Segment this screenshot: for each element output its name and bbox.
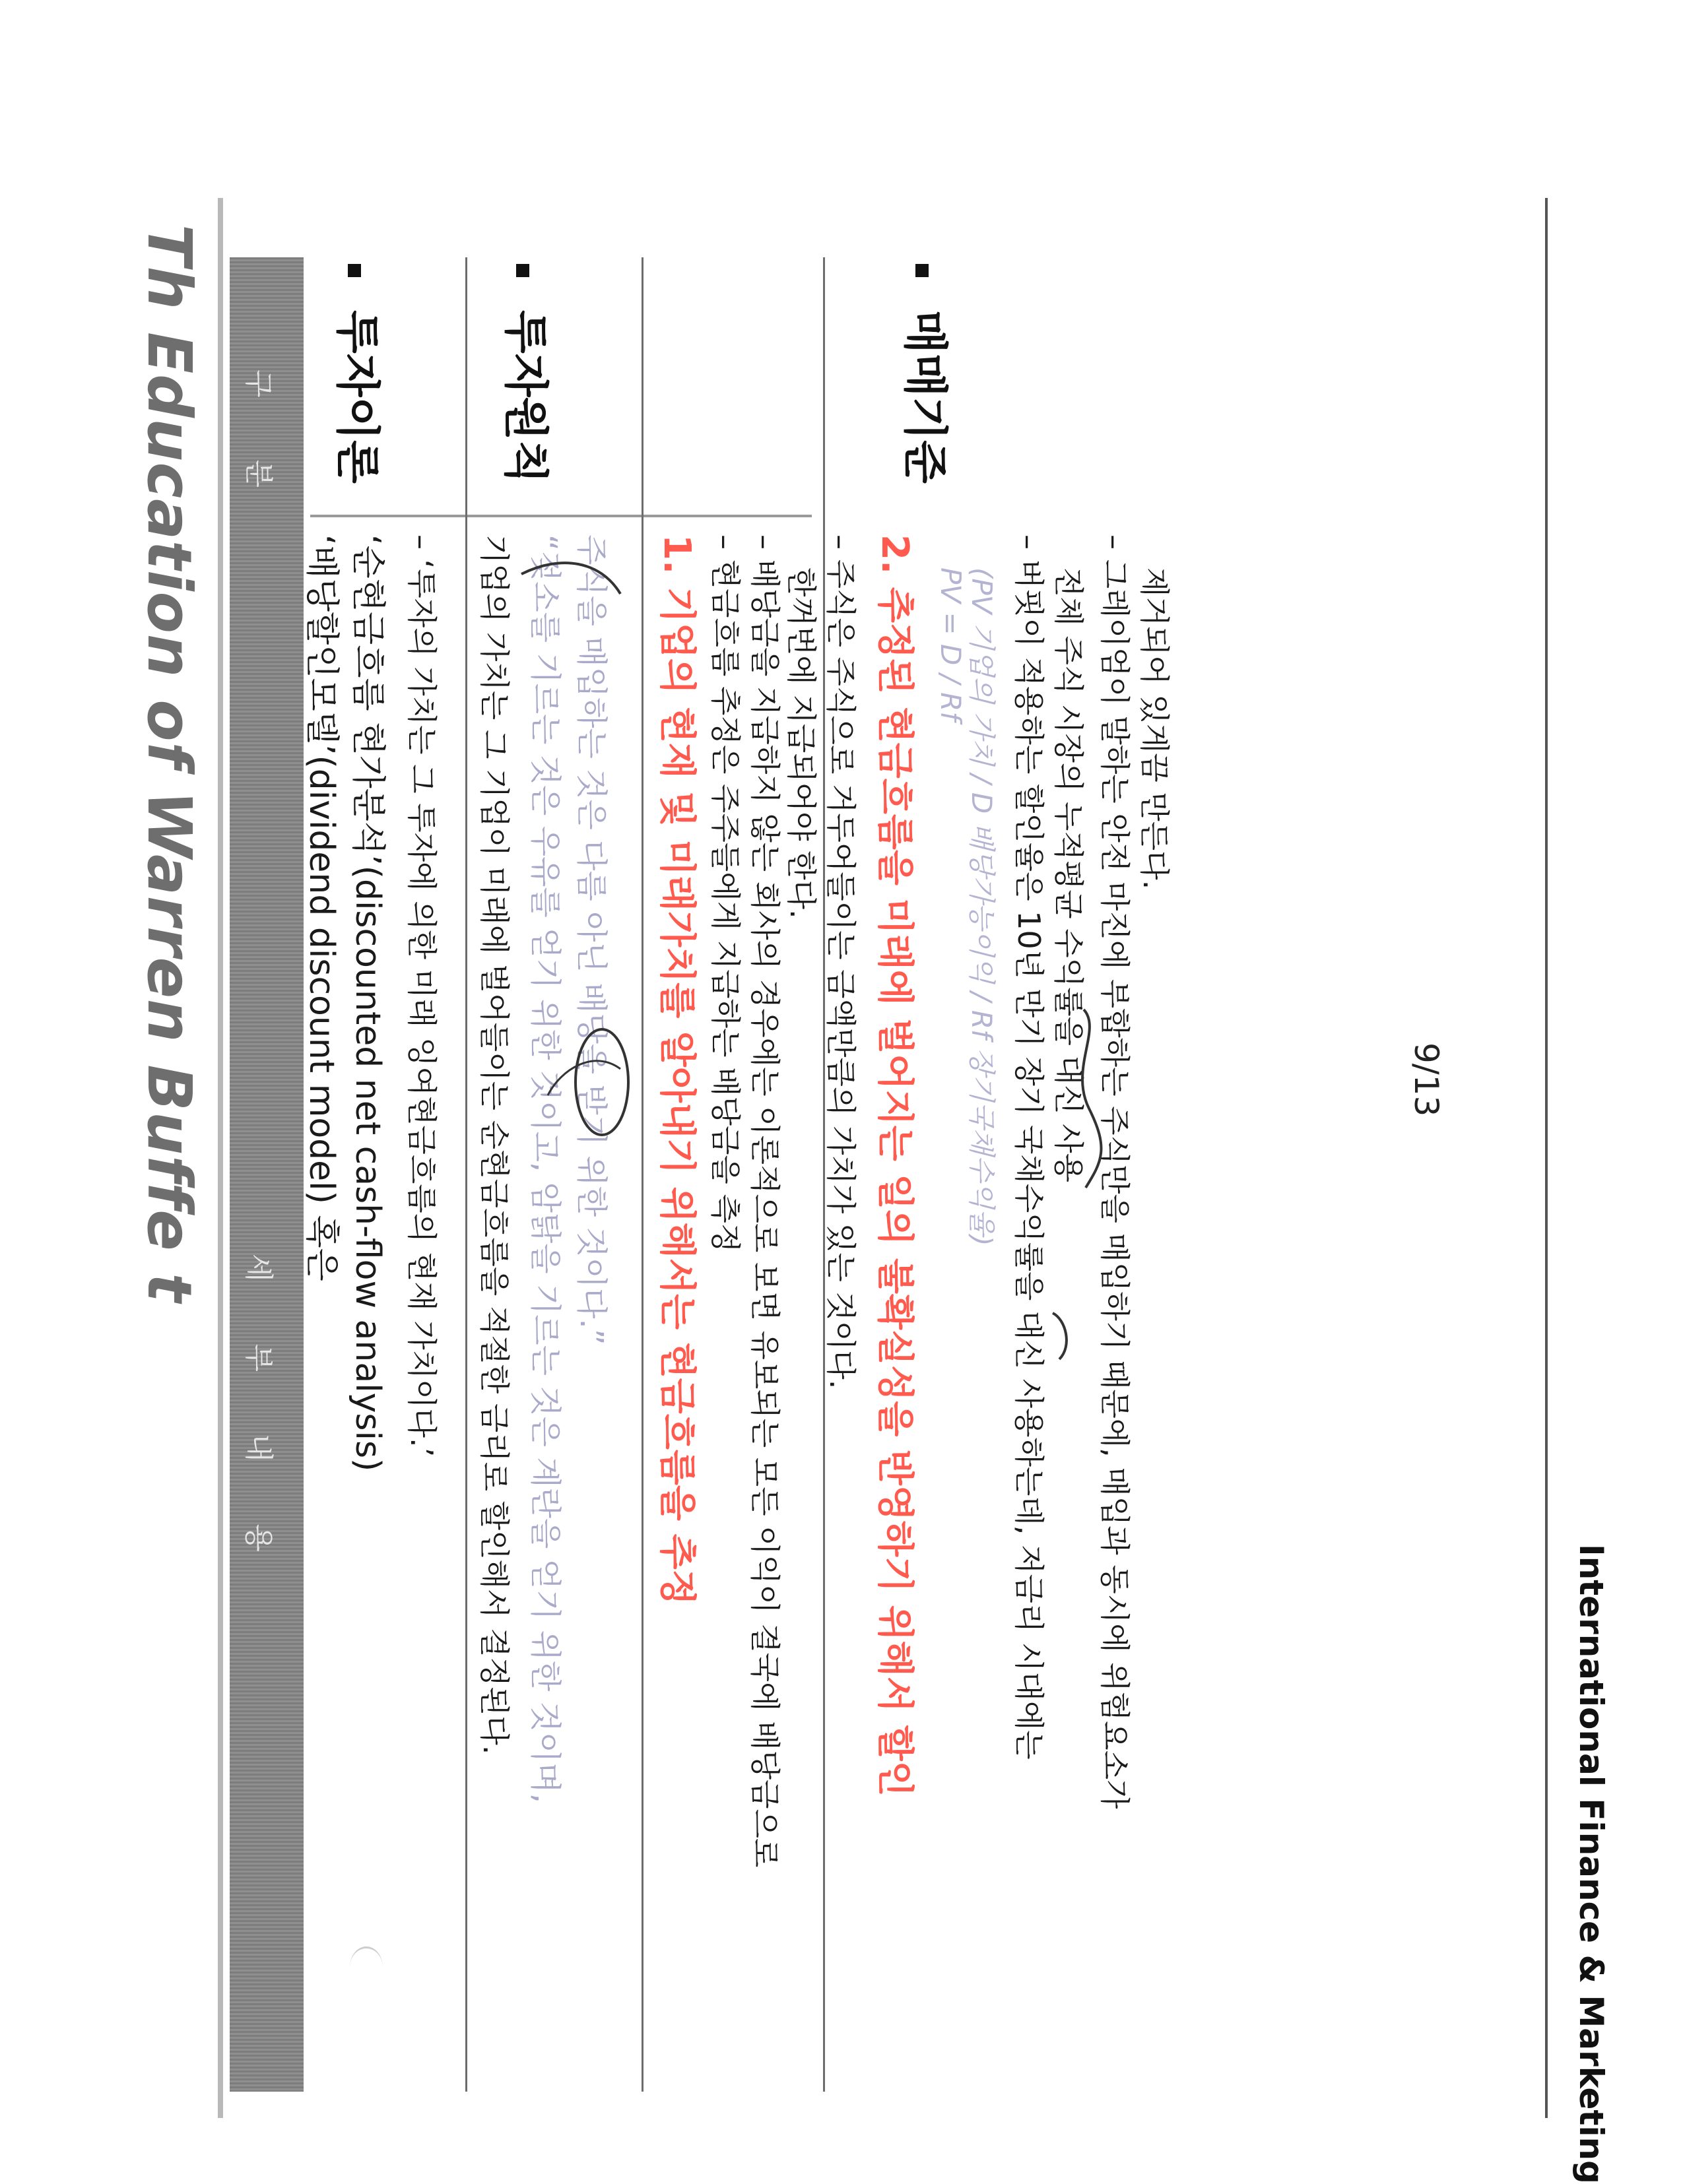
- criteria-line: – 버핏이 적용하는 할인율은 10년 만기 장기 국채수익률을 대신 사용하는데, 저금리 시대에는: [1011, 534, 1047, 1760]
- header-details: 세 부 내 용: [242, 1254, 275, 1578]
- theory-line: – ‘투자의 가치는 그 투자에 의한 미래 잉여현금흐름의 현재 가치이다.’: [404, 534, 440, 1458]
- criteria-line: – 그레이엄이 말하는 안전 마진에 부합하는 주식만을 매입하기 때문에, 매입과 동시에 위험요소가: [1097, 534, 1133, 1809]
- slide-title: Th Education of Warren Buffe t: [134, 224, 205, 1303]
- principle-line: 기업의 가치는 그 기업이 미래에 벌어들이는 순현금흐름을 적절한 금리로 할인해서 결정된다.: [477, 534, 512, 1755]
- criteria-line: – 배당금을 지급하지 않는 회사의 경우에는 이론적으로 보면 유보되는 모든 이익이 결국에 배당금으로: [747, 534, 783, 1868]
- criteria-formula: PV = D / Rf: [935, 567, 967, 722]
- criteria-heading: 1. 기업의 현재 및 미래가치를 알아내기 위해서는 현금흐름을 추정: [655, 534, 698, 1605]
- scan-artifact: [350, 1946, 383, 1988]
- criteria-heading: 2. 추정된 현금흐름을 미래에 벌어지는 일의 불확실성을 반영하기 위해서 할인: [873, 534, 916, 1797]
- criteria-line: 한꺼번에 지급되어야 한다.: [783, 567, 819, 919]
- theory-line: ‘배당할인모델’(dividend discount model) 혹은: [302, 534, 341, 1281]
- footer-company: International Finance & Marketing: [1572, 1544, 1610, 2184]
- criteria-line: – 주식은 주식으로 거두어들이는 금액만큼의 가치가 있는 것이다.: [823, 534, 859, 1390]
- criteria-formula-legend: (PV 기업의 가치 / D 배당가능이익 / Rf 장기국채수익율): [966, 567, 998, 1246]
- criteria-line: – 현금흐름 추정은 주주들에게 지급하는 배당금을 측정: [708, 534, 743, 1253]
- principle-quote-line: “젖소를 기르는 것은 우유를 얻기 위한 것이고, 암탉을 기르는 것은 계란을 얻기 위한 것이며,: [527, 534, 564, 1803]
- criteria-line: 전체 주식 시장의 누적평균 수익률을 대신 사용: [1051, 567, 1086, 1183]
- section-label-principle: 투자원칙: [497, 264, 561, 484]
- section-label-theory: 투자이론: [329, 264, 393, 484]
- header-category: 구 분: [242, 369, 275, 514]
- criteria-line: 제거되어 있게끔 만든다.: [1137, 567, 1172, 890]
- section-label-criteria: 매매기준: [896, 264, 960, 484]
- theory-line: ‘순현금흐름 현가분석’(discounted net cash-flow analysis): [348, 534, 387, 1472]
- page-number: 9/13: [1407, 1043, 1445, 1117]
- principle-quote-line: 주식을 매입하는 것은 다름 아닌 배당을 받기 위한 것이다.”: [573, 534, 610, 1345]
